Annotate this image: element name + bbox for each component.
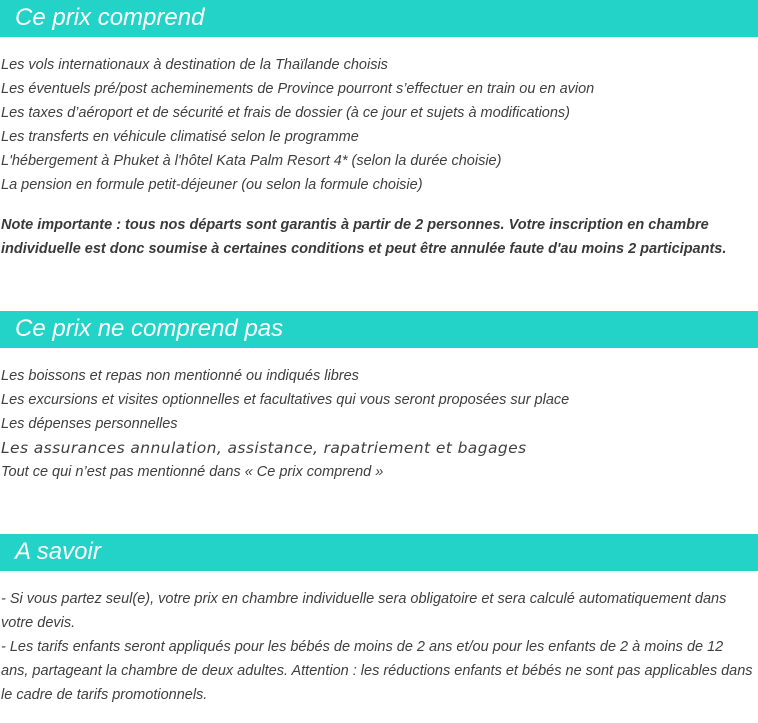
excludes-item: Tout ce qui n’est pas mentionné dans « Ce prix comprend »	[1, 464, 384, 480]
includes-item: Les transferts en véhicule climatisé selon le programme	[1, 129, 359, 145]
important-note: Note importante : tous nos départs sont garantis à partir de 2 personnes. Votre inscription en chambre individuelle est donc soumise à certaines conditions et peut être annulée faute d'au moins 2 participants.	[1, 217, 727, 257]
includes-item: Les éventuels pré/post acheminements de Province pourront s’effectuer en train ou en avion	[1, 81, 595, 97]
includes-item: L'hébergement à Phuket à l'hôtel Kata Palm Resort 4* (selon la durée choisie)	[1, 153, 502, 169]
info-title: A savoir	[15, 538, 101, 565]
info-paragraph: - Si vous partez seul(e), votre prix en chambre individuelle sera obligatoire et sera calculé automatiquement dans votre devis. - Les tarifs enfants seront appliqués pour les bébés de moins de 2 ans et/ou pour les enfants de 2 à moins de 12 ans, partageant la chambre de deux adultes. Attention : les réductions enfants et bébés ne sont pas applicables dans le cadre de tarifs promotionnels.	[1, 591, 753, 703]
excludes-item: Les boissons et repas non mentionné ou indiqués libres	[1, 368, 359, 384]
includes-item: Les vols internationaux à destination de la Thaïlande choisis	[1, 57, 388, 73]
excludes-item: Les assurances annulation, assistance, rapatriement et bagages	[1, 439, 527, 457]
info-header	[0, 534, 758, 571]
includes-header	[0, 0, 758, 37]
includes-item: La pension en formule petit-déjeuner (ou selon la formule choisie)	[1, 177, 423, 193]
excludes-item: Les dépenses personnelles	[1, 416, 178, 432]
excludes-header	[0, 311, 758, 348]
includes-title: Ce prix comprend	[15, 4, 205, 31]
excludes-item: Les excursions et visites optionnelles et facultatives qui vous seront proposées sur place	[1, 392, 570, 408]
excludes-title: Ce prix ne comprend pas	[15, 315, 284, 342]
includes-item: Les taxes d’aéroport et de sécurité et frais de dossier (à ce jour et sujets à modifications)	[1, 105, 571, 121]
